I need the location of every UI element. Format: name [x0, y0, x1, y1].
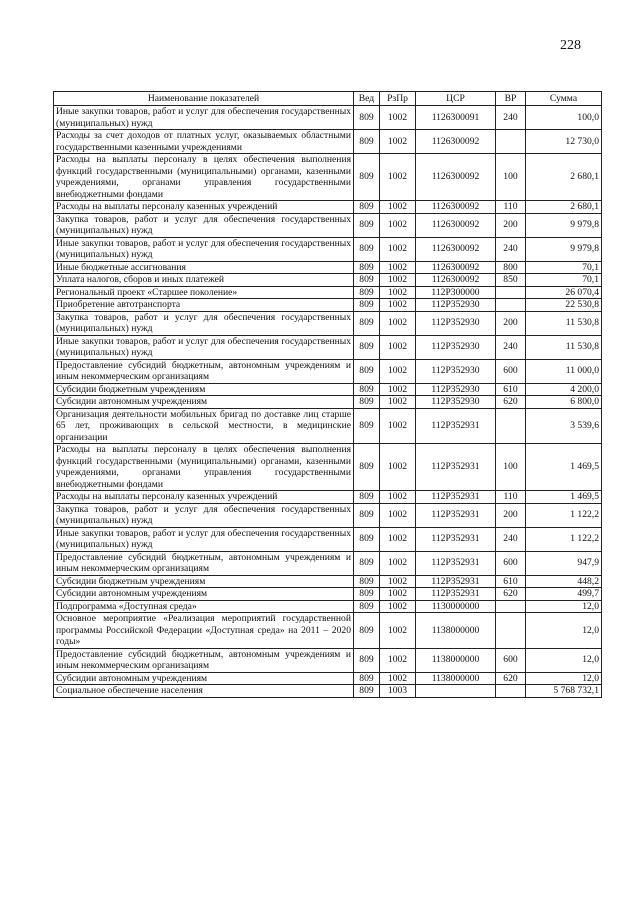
- row-ved-cell: 809: [354, 685, 380, 698]
- table-row: [54, 335, 602, 359]
- row-rzpr-cell: 1002: [380, 130, 416, 154]
- row-name-cell: Подпрограмма «Доступная среда»: [54, 600, 354, 613]
- row-rzpr-cell: 1002: [380, 408, 416, 444]
- row-vr-cell: 200: [496, 213, 526, 237]
- row-name-cell: Региональный проект «Старшее поколение»: [54, 286, 354, 299]
- row-rzpr-cell: 1002: [380, 383, 416, 396]
- row-csr-cell: 112P300000: [416, 286, 496, 299]
- row-csr-cell: 112P352931: [416, 551, 496, 575]
- table-row: [54, 600, 602, 613]
- row-rzpr-cell: 1002: [380, 261, 416, 274]
- row-ved-cell: 809: [354, 491, 380, 504]
- row-name-cell: Расходы на выплаты персоналу в целях обеспечения выполнения функций государственными (муниципальными) органами, казенными учреждениями, органами управления государственными внебюджетными фондами: [54, 154, 354, 201]
- row-vr-cell: 110: [496, 491, 526, 504]
- row-sum-cell: 12,0: [526, 600, 602, 613]
- row-name-cell: Иные бюджетные ассигнования: [54, 261, 354, 274]
- row-vr-cell: 200: [496, 503, 526, 527]
- table-row: [54, 672, 602, 685]
- row-name-cell: Приобретение автотранспорта: [54, 299, 354, 312]
- row-vr-cell: [496, 130, 526, 154]
- row-ved-cell: 809: [354, 600, 380, 613]
- row-vr-cell: 620: [496, 672, 526, 685]
- table-row: [54, 551, 602, 575]
- row-sum-cell: 1 122,2: [526, 503, 602, 527]
- row-sum-cell: 100,0: [526, 106, 602, 130]
- row-ved-cell: 809: [354, 408, 380, 444]
- row-name-cell: Субсидии бюджетным учреждениям: [54, 575, 354, 588]
- row-name-cell: Закупка товаров, работ и услуг для обеспечения государственных (муниципальных) нужд: [54, 213, 354, 237]
- row-rzpr-cell: 1002: [380, 274, 416, 287]
- row-sum-cell: 6 800,0: [526, 396, 602, 409]
- row-csr-cell: 1138000000: [416, 672, 496, 685]
- row-rzpr-cell: 1002: [380, 527, 416, 551]
- row-ved-cell: 809: [354, 335, 380, 359]
- row-name-cell: Расходы на выплаты персоналу казенных учреждений: [54, 491, 354, 504]
- row-vr-cell: [496, 299, 526, 312]
- table-header-row: [54, 92, 602, 106]
- row-sum-cell: 9 979,8: [526, 213, 602, 237]
- row-ved-cell: 809: [354, 299, 380, 312]
- table-row: [54, 575, 602, 588]
- row-sum-cell: 26 070,4: [526, 286, 602, 299]
- row-rzpr-cell: 1002: [380, 613, 416, 649]
- row-name-cell: Основное мероприятие «Реализация мероприятий государственной программы Российской Федерации «Доступная среда» на 2011 – 2020 годы»: [54, 613, 354, 649]
- row-ved-cell: 809: [354, 588, 380, 601]
- row-ved-cell: 809: [354, 213, 380, 237]
- row-sum-cell: 5 768 732,1: [526, 685, 602, 698]
- table-row: [54, 491, 602, 504]
- row-csr-cell: 1126300092: [416, 201, 496, 214]
- row-vr-cell: 240: [496, 335, 526, 359]
- row-ved-cell: 809: [354, 130, 380, 154]
- row-name-cell: Иные закупки товаров, работ и услуг для обеспечения государственных (муниципальных) нужд: [54, 527, 354, 551]
- row-sum-cell: 70,1: [526, 261, 602, 274]
- row-rzpr-cell: 1002: [380, 575, 416, 588]
- row-csr-cell: 112P352931: [416, 575, 496, 588]
- row-sum-cell: 11 000,0: [526, 359, 602, 383]
- row-vr-cell: 610: [496, 383, 526, 396]
- table-row: [54, 527, 602, 551]
- row-sum-cell: 1 469,5: [526, 444, 602, 491]
- row-name-cell: Организация деятельности мобильных бригад по доставке лиц старше 65 лет, проживающих в сельской местности, в медицинские организации: [54, 408, 354, 444]
- row-ved-cell: 809: [354, 444, 380, 491]
- row-sum-cell: 22 530,8: [526, 299, 602, 312]
- row-name-cell: Иные закупки товаров, работ и услуг для обеспечения государственных (муниципальных) нужд: [54, 335, 354, 359]
- row-rzpr-cell: 1002: [380, 396, 416, 409]
- row-vr-cell: 240: [496, 106, 526, 130]
- table-row: [54, 648, 602, 672]
- header-name: Наименование показателей: [54, 92, 354, 106]
- row-vr-cell: 800: [496, 261, 526, 274]
- row-name-cell: Расходы на выплаты персоналу казенных учреждений: [54, 201, 354, 214]
- row-name-cell: Иные закупки товаров, работ и услуг для обеспечения государственных (муниципальных) нужд: [54, 106, 354, 130]
- row-sum-cell: 448,2: [526, 575, 602, 588]
- table-row: [54, 286, 602, 299]
- table-row: [54, 408, 602, 444]
- table-row: [54, 503, 602, 527]
- row-csr-cell: 112P352931: [416, 588, 496, 601]
- row-name-cell: Расходы на выплаты персоналу в целях обеспечения выполнения функций государственными (муниципальными) органами, казенными учреждениями, органами управления государственными внебюджетными фондами: [54, 444, 354, 491]
- header-rzpr: РзПр: [380, 92, 416, 106]
- row-ved-cell: 809: [354, 613, 380, 649]
- row-sum-cell: 12 730,0: [526, 130, 602, 154]
- row-vr-cell: 600: [496, 359, 526, 383]
- row-vr-cell: 850: [496, 274, 526, 287]
- row-name-cell: Иные закупки товаров, работ и услуг для обеспечения государственных (муниципальных) нужд: [54, 237, 354, 261]
- row-vr-cell: 200: [496, 311, 526, 335]
- row-name-cell: Предоставление субсидий бюджетным, автономным учреждениям и иным некоммерческим организациям: [54, 359, 354, 383]
- row-csr-cell: 112P352930: [416, 335, 496, 359]
- page-number: 228: [560, 38, 581, 53]
- row-rzpr-cell: 1002: [380, 311, 416, 335]
- row-csr-cell: 1138000000: [416, 613, 496, 649]
- row-rzpr-cell: 1002: [380, 359, 416, 383]
- row-csr-cell: 1126300092: [416, 130, 496, 154]
- row-ved-cell: 809: [354, 648, 380, 672]
- table-row: [54, 685, 602, 698]
- row-csr-cell: 1126300092: [416, 213, 496, 237]
- row-vr-cell: 600: [496, 551, 526, 575]
- row-name-cell: Уплата налогов, сборов и иных платежей: [54, 274, 354, 287]
- row-ved-cell: 809: [354, 274, 380, 287]
- table-row: [54, 154, 602, 201]
- row-vr-cell: 600: [496, 648, 526, 672]
- row-sum-cell: 2 680,1: [526, 201, 602, 214]
- row-ved-cell: 809: [354, 261, 380, 274]
- row-csr-cell: 1126300092: [416, 237, 496, 261]
- header-ved: Вед: [354, 92, 380, 106]
- row-ved-cell: 809: [354, 286, 380, 299]
- row-ved-cell: 809: [354, 383, 380, 396]
- row-vr-cell: [496, 685, 526, 698]
- row-csr-cell: 112P352930: [416, 359, 496, 383]
- row-vr-cell: [496, 286, 526, 299]
- table-row: [54, 311, 602, 335]
- row-name-cell: Субсидии бюджетным учреждениям: [54, 383, 354, 396]
- row-ved-cell: 809: [354, 396, 380, 409]
- row-csr-cell: 112P352930: [416, 383, 496, 396]
- row-ved-cell: 809: [354, 237, 380, 261]
- row-csr-cell: 112P352930: [416, 299, 496, 312]
- row-rzpr-cell: 1002: [380, 600, 416, 613]
- table-row: [54, 201, 602, 214]
- row-sum-cell: 70,1: [526, 274, 602, 287]
- row-ved-cell: 809: [354, 154, 380, 201]
- row-name-cell: Предоставление субсидий бюджетным, автономным учреждениям и иным некоммерческим организациям: [54, 648, 354, 672]
- table-row: [54, 106, 602, 130]
- row-csr-cell: 112P352931: [416, 527, 496, 551]
- row-csr-cell: 112P352931: [416, 491, 496, 504]
- row-rzpr-cell: 1002: [380, 106, 416, 130]
- table-row: [54, 613, 602, 649]
- row-sum-cell: 947,9: [526, 551, 602, 575]
- row-vr-cell: 610: [496, 575, 526, 588]
- row-csr-cell: 1138000000: [416, 648, 496, 672]
- row-sum-cell: 499,7: [526, 588, 602, 601]
- row-vr-cell: [496, 600, 526, 613]
- row-csr-cell: 1126300091: [416, 106, 496, 130]
- row-ved-cell: 809: [354, 527, 380, 551]
- row-csr-cell: [416, 685, 496, 698]
- row-sum-cell: 11 530,8: [526, 311, 602, 335]
- row-ved-cell: 809: [354, 106, 380, 130]
- table-row: [54, 588, 602, 601]
- row-vr-cell: 240: [496, 237, 526, 261]
- row-ved-cell: 809: [354, 201, 380, 214]
- row-sum-cell: 1 469,5: [526, 491, 602, 504]
- table-row: [54, 130, 602, 154]
- row-rzpr-cell: 1002: [380, 286, 416, 299]
- row-rzpr-cell: 1002: [380, 551, 416, 575]
- row-csr-cell: 1126300092: [416, 154, 496, 201]
- row-name-cell: Закупка товаров, работ и услуг для обеспечения государственных (муниципальных) нужд: [54, 503, 354, 527]
- row-rzpr-cell: 1002: [380, 201, 416, 214]
- row-ved-cell: 809: [354, 672, 380, 685]
- row-rzpr-cell: 1002: [380, 672, 416, 685]
- row-rzpr-cell: 1003: [380, 685, 416, 698]
- row-vr-cell: [496, 613, 526, 649]
- header-sum: Сумма: [526, 92, 602, 106]
- row-ved-cell: 809: [354, 575, 380, 588]
- row-ved-cell: 809: [354, 359, 380, 383]
- row-sum-cell: 12,0: [526, 672, 602, 685]
- budget-table: [53, 91, 602, 698]
- row-rzpr-cell: 1002: [380, 154, 416, 201]
- row-ved-cell: 809: [354, 551, 380, 575]
- row-vr-cell: 240: [496, 527, 526, 551]
- row-csr-cell: 1126300092: [416, 261, 496, 274]
- table-row: [54, 261, 602, 274]
- row-name-cell: Социальное обеспечение населения: [54, 685, 354, 698]
- row-rzpr-cell: 1002: [380, 237, 416, 261]
- row-sum-cell: 3 539,6: [526, 408, 602, 444]
- row-rzpr-cell: 1002: [380, 213, 416, 237]
- row-vr-cell: 100: [496, 444, 526, 491]
- header-vr: ВР: [496, 92, 526, 106]
- row-name-cell: Расходы за счет доходов от платных услуг, оказываемых областными государственными казенными учреждениями: [54, 130, 354, 154]
- row-sum-cell: 12,0: [526, 613, 602, 649]
- table-row: [54, 237, 602, 261]
- row-rzpr-cell: 1002: [380, 588, 416, 601]
- row-vr-cell: [496, 408, 526, 444]
- row-csr-cell: 112P352931: [416, 408, 496, 444]
- table-row: [54, 359, 602, 383]
- row-vr-cell: 620: [496, 588, 526, 601]
- table-row: [54, 299, 602, 312]
- row-sum-cell: 11 530,8: [526, 335, 602, 359]
- table-row: [54, 396, 602, 409]
- row-sum-cell: 1 122,2: [526, 527, 602, 551]
- row-name-cell: Предоставление субсидий бюджетным, автономным учреждениям и иным некоммерческим организациям: [54, 551, 354, 575]
- row-rzpr-cell: 1002: [380, 299, 416, 312]
- row-sum-cell: 2 680,1: [526, 154, 602, 201]
- row-name-cell: Закупка товаров, работ и услуг для обеспечения государственных (муниципальных) нужд: [54, 311, 354, 335]
- row-name-cell: Субсидии автономным учреждениям: [54, 588, 354, 601]
- row-csr-cell: 1130000000: [416, 600, 496, 613]
- row-name-cell: Субсидии автономным учреждениям: [54, 672, 354, 685]
- row-sum-cell: 4 200,0: [526, 383, 602, 396]
- row-sum-cell: 9 979,8: [526, 237, 602, 261]
- table-row: [54, 383, 602, 396]
- row-vr-cell: 100: [496, 154, 526, 201]
- row-rzpr-cell: 1002: [380, 335, 416, 359]
- row-csr-cell: 112P352931: [416, 503, 496, 527]
- row-csr-cell: 1126300092: [416, 274, 496, 287]
- row-rzpr-cell: 1002: [380, 503, 416, 527]
- row-rzpr-cell: 1002: [380, 491, 416, 504]
- table-row: [54, 213, 602, 237]
- row-vr-cell: 110: [496, 201, 526, 214]
- row-vr-cell: 620: [496, 396, 526, 409]
- row-csr-cell: 112P352930: [416, 311, 496, 335]
- table-body: [54, 106, 602, 698]
- row-ved-cell: 809: [354, 311, 380, 335]
- row-rzpr-cell: 1002: [380, 648, 416, 672]
- table-row: [54, 444, 602, 491]
- row-ved-cell: 809: [354, 503, 380, 527]
- row-rzpr-cell: 1002: [380, 444, 416, 491]
- row-sum-cell: 12,0: [526, 648, 602, 672]
- row-csr-cell: 112P352931: [416, 444, 496, 491]
- table-row: [54, 274, 602, 287]
- header-csr: ЦСР: [416, 92, 496, 106]
- row-name-cell: Субсидии автономным учреждениям: [54, 396, 354, 409]
- row-csr-cell: 112P352930: [416, 396, 496, 409]
